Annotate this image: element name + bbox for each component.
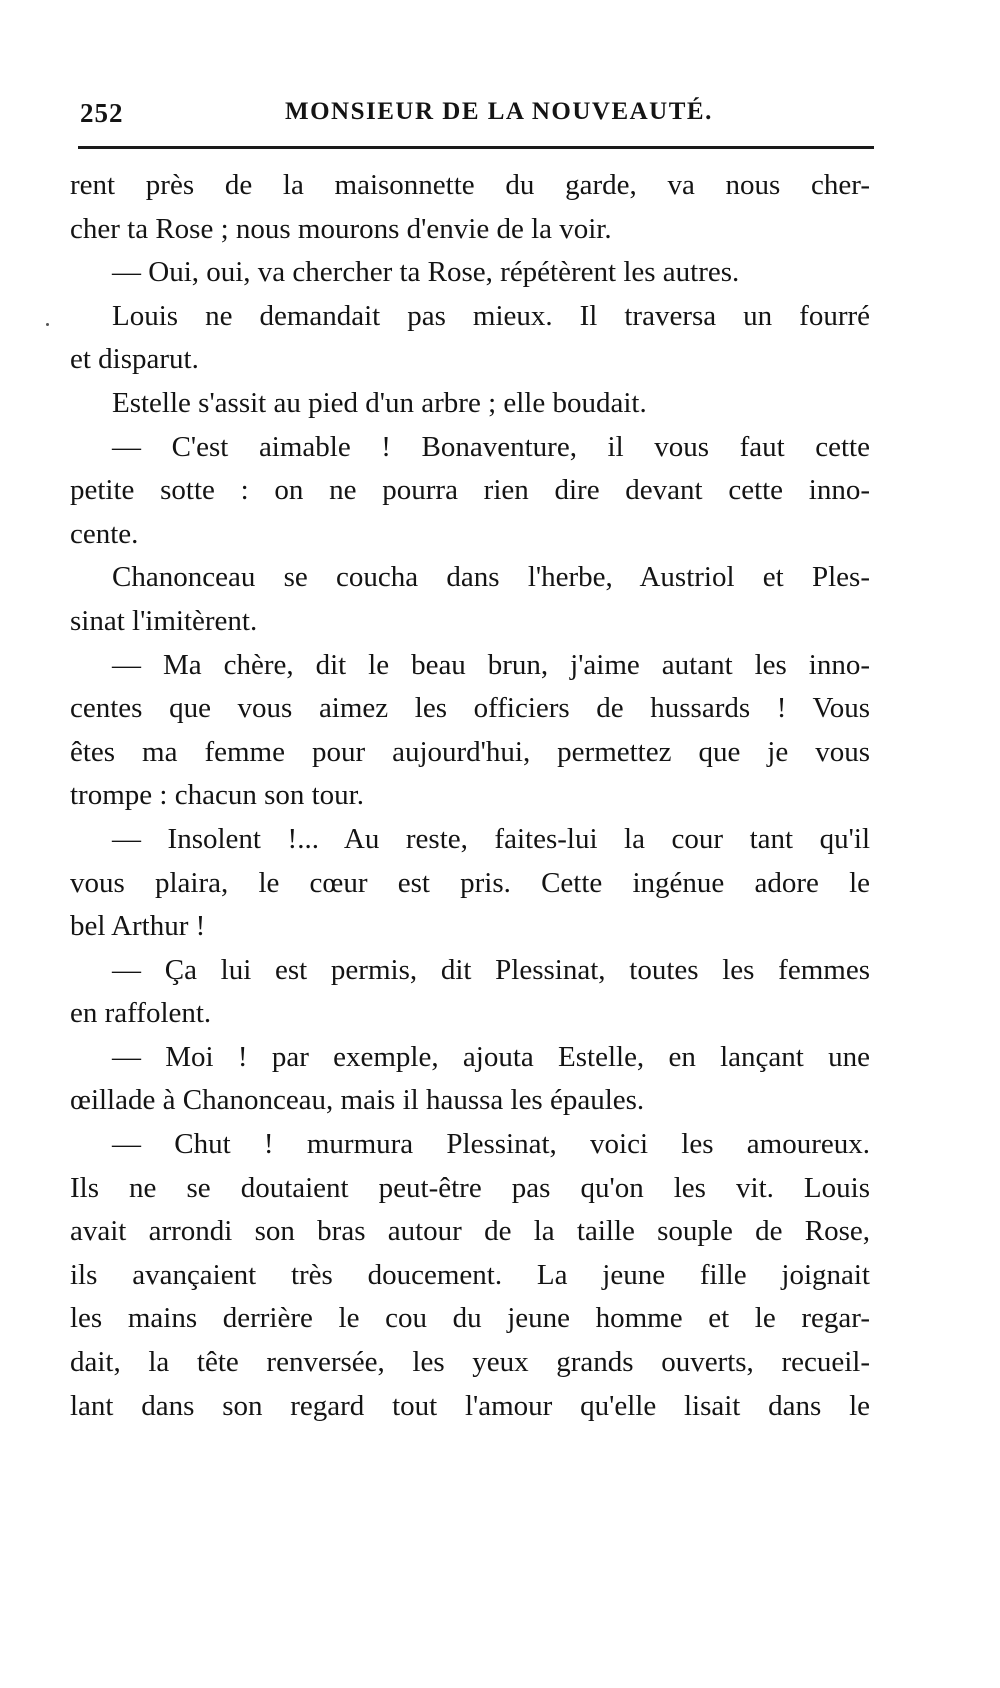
text-line: — Ma chère, dit le beau brun, j'aime autant les inno- — [112, 648, 870, 681]
text-line: — Oui, oui, va chercher ta Rose, répétèrent les autres. — [112, 256, 740, 289]
text-line: ils avançaient très doucement. La jeune fille joignait — [70, 1258, 870, 1291]
text-line: et disparut. — [70, 343, 199, 376]
text-line: les mains derrière le cou du jeune homme et le regar- — [70, 1302, 870, 1335]
text-line: Estelle s'assit au pied d'un arbre ; elle boudait. — [112, 386, 647, 419]
text-line: cente. — [70, 517, 139, 550]
page-number: 252 — [80, 98, 124, 128]
text-line: vous plaira, le cœur est pris. Cette ingénue adore le — [70, 866, 870, 899]
text-line: Ils ne se doutaient peut-être pas qu'on les vit. Louis — [70, 1171, 870, 1204]
text-line: rent près de la maisonnette du garde, va nous cher- — [70, 169, 870, 201]
text-line: — Moi ! par exemple, ajouta Estelle, en lançant une — [112, 1040, 870, 1073]
text-line: Chanonceau se coucha dans l'herbe, Austriol et Ples- — [112, 561, 870, 594]
text-line: œillade à Chanonceau, mais il haussa les épaules. — [70, 1084, 645, 1117]
running-title: MONSIEUR DE LA NOUVEAUTÉ. — [285, 98, 713, 125]
text-line: sinat l'imitèrent. — [70, 604, 258, 637]
text-line: — Chut ! murmura Plessinat, voici les amoureux. — [112, 1128, 870, 1161]
text-line: centes que vous aimez les officiers de hussards ! Vous — [70, 692, 870, 725]
text-line: êtes ma femme pour aujourd'hui, permettez que je vous — [70, 735, 870, 768]
text-line: Louis ne demandait pas mieux. Il traversa un fourré — [112, 299, 870, 332]
text-line: avait arrondi son bras autour de la taille souple de Rose, — [70, 1215, 870, 1248]
text-line: trompe : chacun son tour. — [70, 779, 364, 812]
margin-speck — [46, 323, 49, 326]
text-line: en raffolent. — [70, 997, 212, 1030]
body-text — [70, 164, 870, 1428]
text-line: — Ça lui est permis, dit Plessinat, toutes les femmes — [112, 953, 870, 986]
header-rule — [78, 146, 874, 149]
text-line: bel Arthur ! — [70, 910, 206, 943]
text-line: — C'est aimable ! Bonaventure, il vous faut cette — [112, 430, 870, 463]
running-head — [80, 98, 870, 132]
text-line: lant dans son regard tout l'amour qu'elle lisait dans le — [70, 1389, 870, 1422]
text-line: dait, la tête renversée, les yeux grands ouverts, recueil- — [70, 1346, 870, 1379]
text-line: petite sotte : on ne pourra rien dire devant cette inno- — [70, 474, 870, 507]
text-line: cher ta Rose ; nous mourons d'envie de la voir. — [70, 212, 612, 245]
text-line: — Insolent !... Au reste, faites-lui la cour tant qu'il — [112, 822, 870, 855]
